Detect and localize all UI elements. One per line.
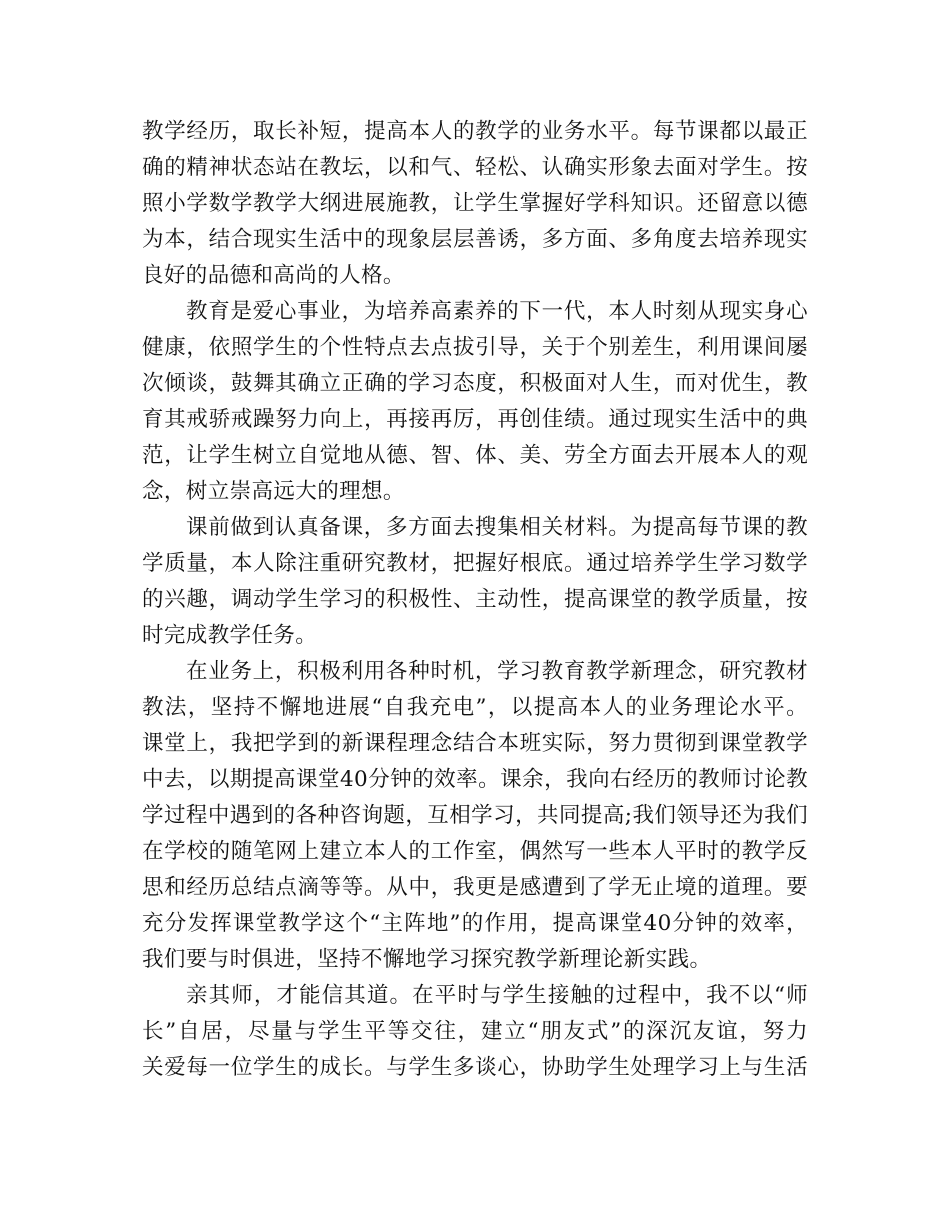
text-line: 次倾谈，鼓舞其确立正确的学习态度，积极面对人生，而对优生，教 [142,371,808,396]
text-line: 为本，结合现实生活中的现象层层善诱，多方面、多角度去培养现实 [142,227,808,252]
text-line: 时完成教学任务。 [142,623,318,648]
text-line: 课堂上，我把学到的新课程理念结合本班实际，努力贯彻到课堂教学 [142,731,808,756]
text-line: 育其戒骄戒躁努力向上，再接再厉，再创佳绩。通过现实生活中的典 [142,407,808,432]
text-line: 的兴趣，调动学生学习的积极性、主动性，提高课堂的教学质量，按 [142,587,808,612]
text-line: 思和经历总结点滴等等。从中，我更是感遭到了学无止境的道理。要 [142,875,808,900]
text-line: 课前做到认真备课，多方面去搜集相关材料。为提高每节课的教 [186,515,808,540]
text-line: 照小学数学教学大纲进展施教，让学生掌握好学科知识。还留意以德 [142,191,808,216]
text-line: 健康，依照学生的个性特点去点拔引导，关于个别差生，利用课间屡 [142,335,808,360]
text-line: 教育是爱心事业，为培养高素养的下一代，本人时刻从现实身心 [186,299,808,324]
text-line: 良好的品德和高尚的人格。 [142,263,405,288]
text-line: 学质量，本人除注重研究教材，把握好根底。通过培养学生学习数学 [142,551,808,576]
text-line: 教学经历，取长补短，提高本人的教学的业务水平。每节课都以最正 [142,119,808,144]
text-line: 充分发挥课堂教学这个“主阵地”的作用，提高课堂40分钟的效率， [142,911,808,936]
text-line: 亲其师，才能信其道。在平时与学生接触的过程中，我不以“师 [186,983,808,1008]
text-line: 确的精神状态站在教坛，以和气、轻松、认确实形象去面对学生。按 [142,155,808,180]
document-page [142,114,808,1086]
text-line: 在业务上，积极利用各种时机，学习教育教学新理念，研究教材 [186,659,808,684]
text-line: 我们要与时俱进，坚持不懈地学习探究教学新理论新实践。 [142,947,712,972]
text-line: 范，让学生树立自觉地从德、智、体、美、劳全方面去开展本人的观 [142,443,808,468]
text-line: 学过程中遇到的各种咨询题，互相学习，共同提高;我们领导还为我们 [142,803,808,828]
text-line: 关爱每一位学生的成长。与学生多谈心，协助学生处理学习上与生活 [142,1055,808,1080]
text-line: 中去，以期提高课堂40分钟的效率。课余，我向右经历的教师讨论教 [142,767,808,792]
text-line: 教法，坚持不懈地进展“自我充电”，以提高本人的业务理论水平。 [142,695,808,720]
text-line: 在学校的随笔网上建立本人的工作室，偶然写一些本人平时的教学反 [142,839,808,864]
text-line: 念，树立崇高远大的理想。 [142,479,405,504]
text-line: 长”自居，尽量与学生平等交往，建立“朋友式”的深沉友谊，努力 [142,1019,808,1044]
